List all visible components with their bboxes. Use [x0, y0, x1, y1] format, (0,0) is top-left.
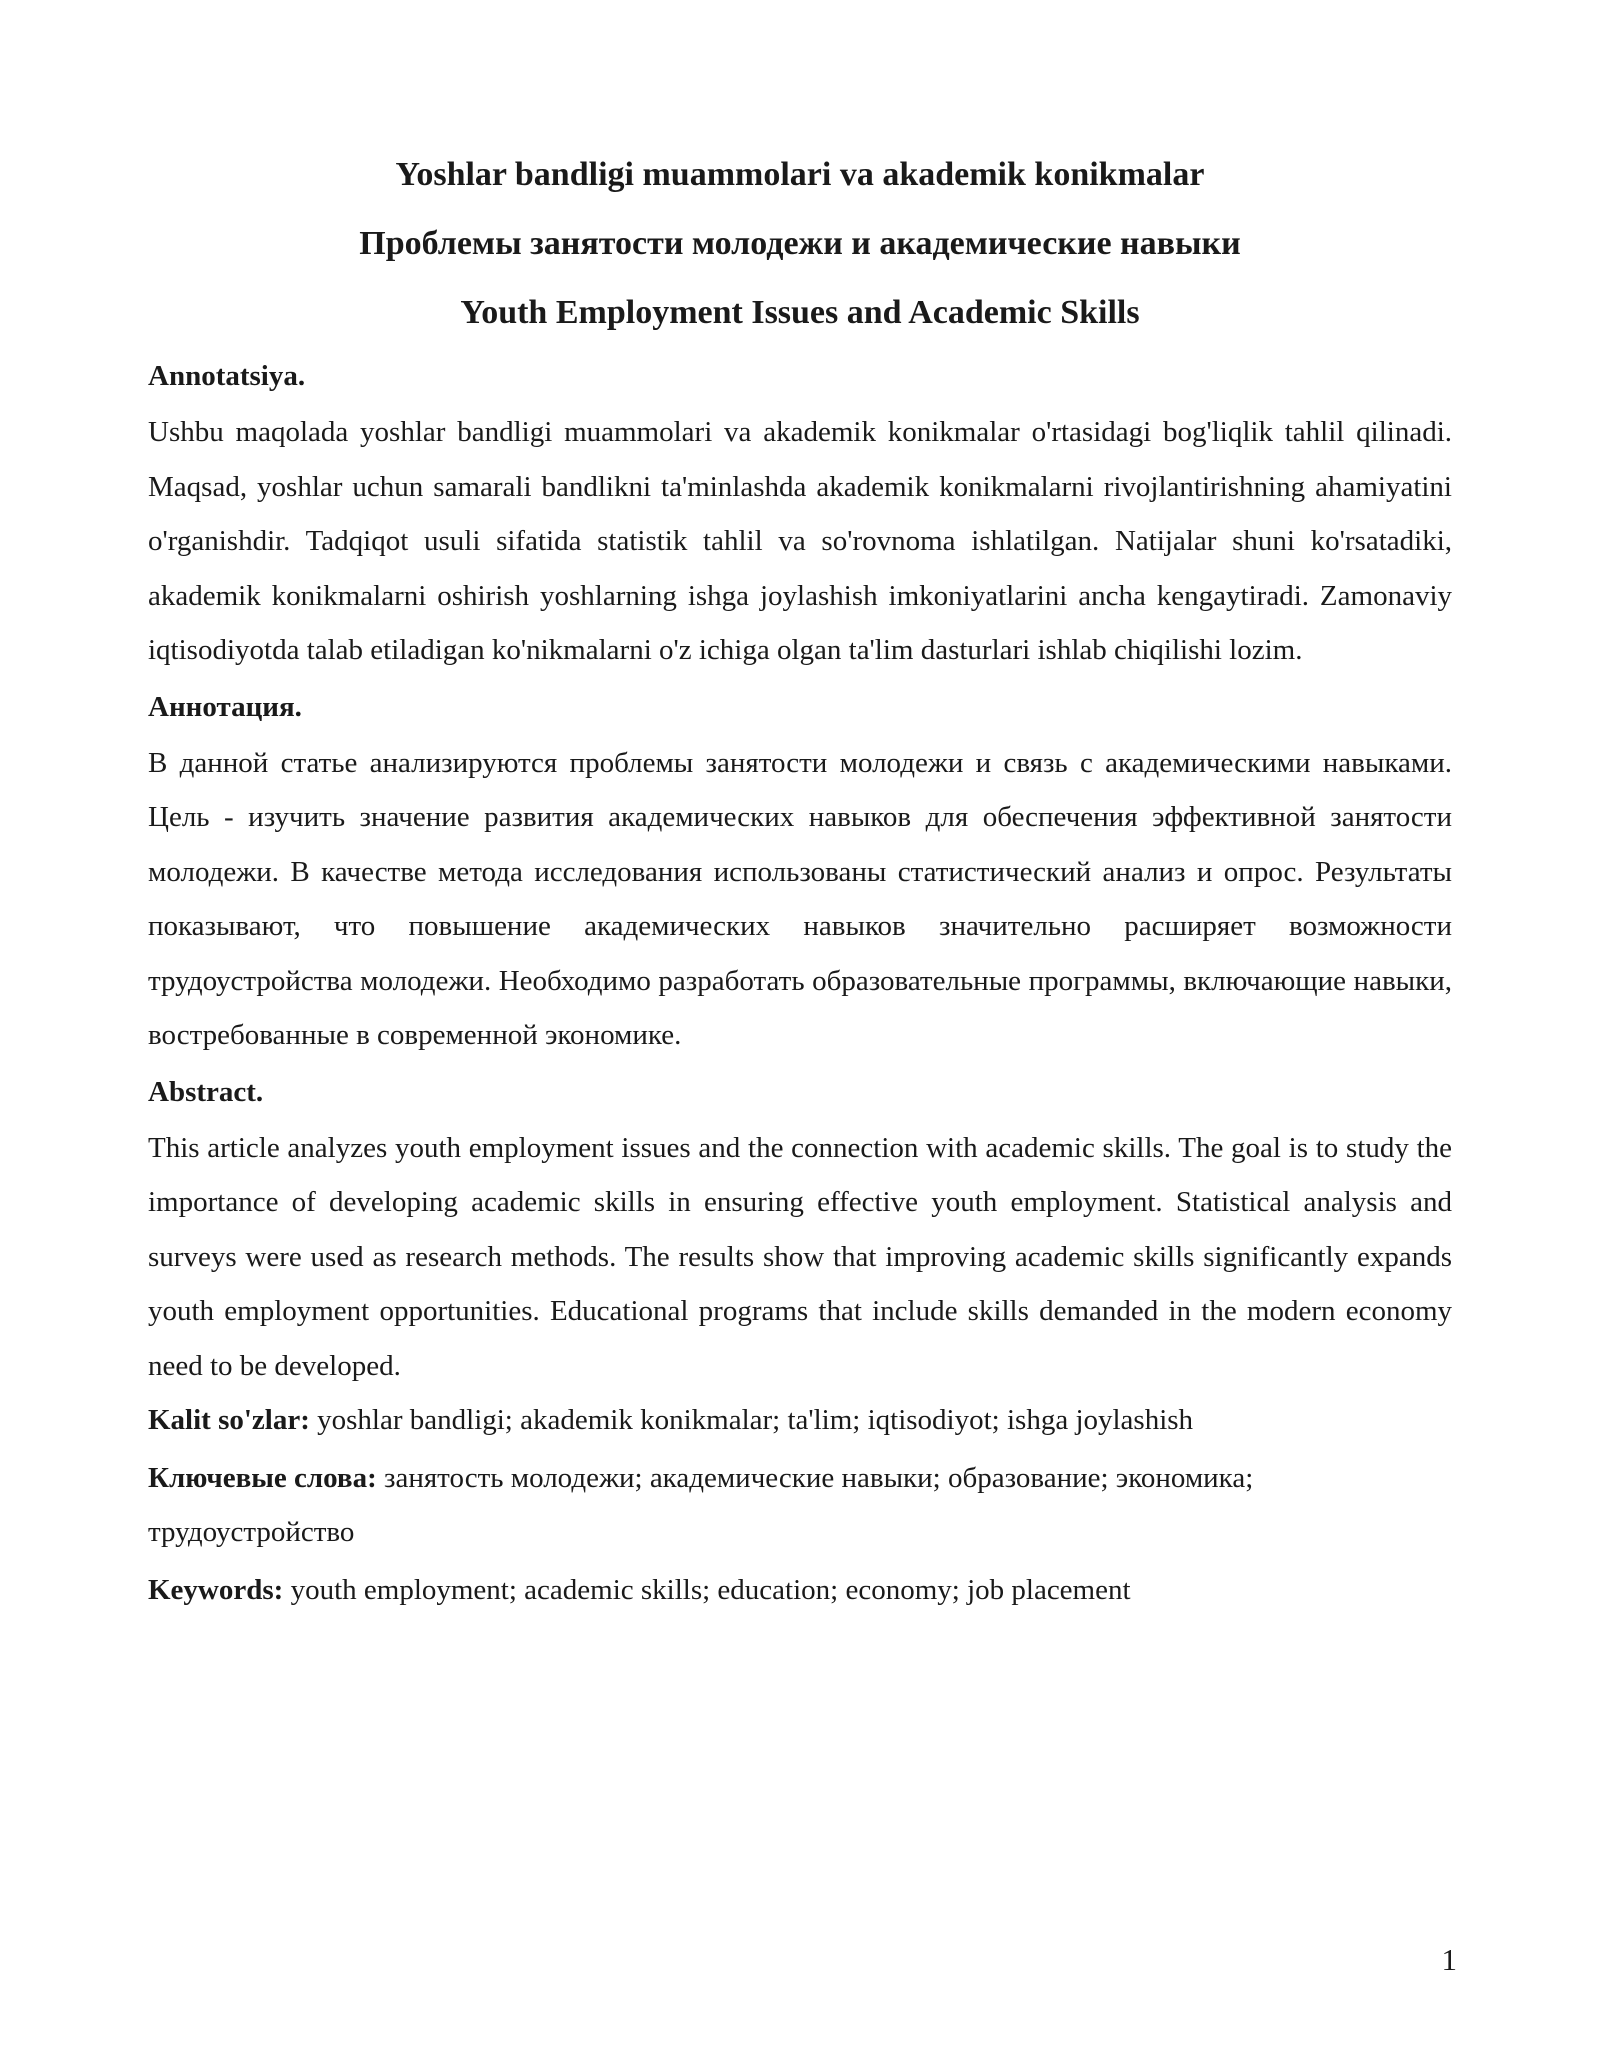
keywords-russian [148, 1451, 1452, 1560]
abstract-russian-text: В данной статье анализируются проблемы занятости молодежи и связь с академическими навыками. Цель - изучить значение развития академических навыков для обеспечения эффективной занятости молодежи. В качестве метода исследования использованы статистический анализ и опрос. Результаты показывают, что повышение академических навыков значительно расширяет возможности трудоустройства молодежи. Необходимо разработать образовательные программы, включающие навыки, востребованные в современной экономике. [148, 746, 1452, 1051]
abstract-uzbek-heading: Annotatsiya. [148, 360, 306, 392]
keywords-uzbek-text: yoshlar bandligi; akademik konikmalar; ta'lim; iqtisodiyot; ishga joylashish [309, 1404, 1194, 1436]
abstract-english-text: This article analyzes youth employment issues and the connection with academic skills. The goal is to study the importance of developing academic skills in ensuring effective youth employment. Statistical analysis and surveys were used as research methods. The results show that improving academic skills significantly expands youth employment opportunities. Educational programs that include skills demanded in the modern economy need to be developed. [148, 1131, 1452, 1382]
keywords-section [148, 1393, 1452, 1617]
abstract-uzbek-section [148, 353, 1452, 678]
keywords-uzbek [148, 1393, 1452, 1448]
keywords-russian-text: занятость молодежи; академические навыки; образование; экономика; трудоустройство [148, 1461, 1254, 1548]
keywords-english-text: youth employment; academic skills; education; economy; job placement [283, 1573, 1131, 1606]
keywords-english-label: Keywords: [148, 1573, 284, 1606]
title-english: Youth Employment Issues and Academic Skills [460, 294, 1140, 331]
title-block [148, 140, 1452, 347]
paper-page [148, 140, 1452, 1620]
title-russian: Проблемы занятости молодежи и академические навыки [359, 225, 1241, 262]
keywords-uzbek-label: Kalit so'zlar: [148, 1404, 310, 1436]
keywords-russian-label: Ключевые слова: [148, 1461, 377, 1494]
page-number: 1 [1441, 1942, 1457, 1977]
abstract-english-heading: Abstract. [148, 1075, 264, 1108]
abstract-russian-section [148, 684, 1452, 1063]
abstract-english-section [148, 1069, 1452, 1394]
title-uzbek: Yoshlar bandligi muammolari va akademik konikmalar [395, 156, 1205, 193]
abstract-russian-heading: Аннотация. [148, 690, 302, 723]
keywords-english [148, 1563, 1452, 1618]
abstract-uzbek-text: Ushbu maqolada yoshlar bandligi muammolari va akademik konikmalar o'rtasidagi bog'liqlik tahlil qilinadi. Maqsad, yoshlar uchun samarali bandlikni ta'minlashda akademik konikmalarni rivojlantirishning ahamiyatini o'rganishdir. Tadqiqot usuli sifatida statistik tahlil va so'rovnoma ishlatilgan. Natijalar shuni ko'rsatadiki, akademik konikmalarni oshirish yoshlarning ishga joylashish imkoniyatlarini ancha kengaytiradi. Zamonaviy iqtisodiyotda talab etiladigan ko'nikmalarni o'z ichiga olgan ta'lim dasturlari ishlab chiqilishi lozim. [148, 416, 1452, 666]
